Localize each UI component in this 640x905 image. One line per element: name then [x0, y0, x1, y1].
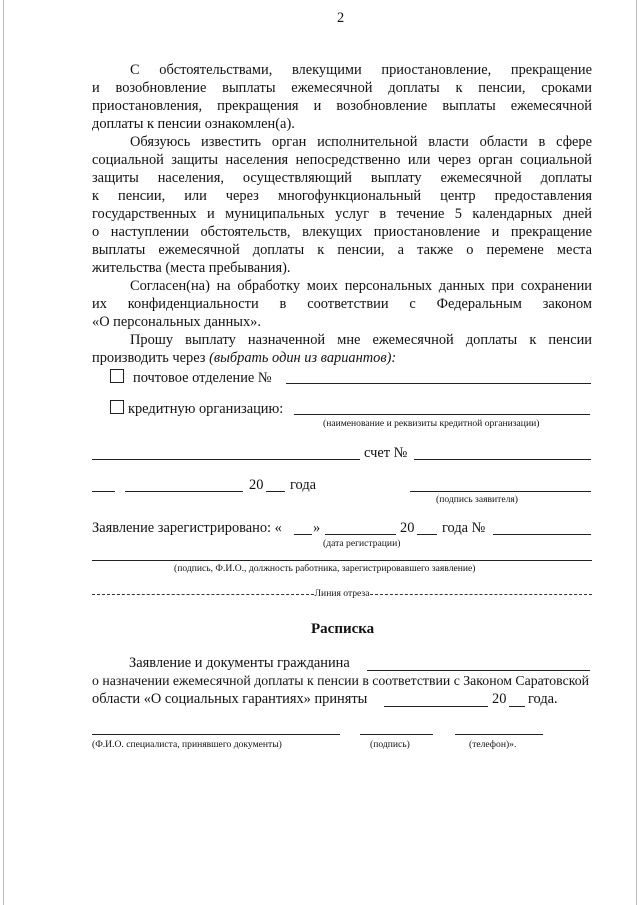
specialist-signature-hint: (подпись): [370, 739, 410, 750]
registration-year-field[interactable]: [417, 534, 437, 535]
credit-org-hint: (наименование и реквизиты кредитной организации): [323, 418, 540, 429]
post-office-label: почтовое отделение №: [133, 370, 272, 386]
registration-year-prefix: 20: [400, 520, 415, 536]
cut-line-label: Линия отреза: [314, 588, 370, 599]
employee-signature-field[interactable]: [92, 560, 592, 561]
applicant-signature-hint: (подпись заявителя): [436, 494, 519, 505]
credit-org-field[interactable]: [294, 414, 590, 415]
citizen-name-field[interactable]: [367, 670, 590, 671]
employee-signature-hint: (подпись, Ф.И.О., должность работника, зарегистрировавшего заявление): [174, 563, 476, 574]
paragraph3-line: их конфиденциальности в соответствии с Федеральным законом: [92, 296, 592, 312]
registration-number-field[interactable]: [493, 534, 591, 535]
applicant-signature-field[interactable]: [410, 491, 591, 492]
paragraph1-line: С обстоятельствами, влекущими приостановление, прекращение: [130, 62, 592, 78]
receipt-date-field[interactable]: [384, 706, 488, 707]
specialist-name-hint: (Ф.И.О. специалиста, принявшего документы): [92, 739, 282, 750]
paragraph2-line: выплаты ежемесячной доплаты к пенсии, а также о перемене места: [92, 242, 592, 258]
cut-line-dashes-left: [92, 594, 314, 595]
receipt-year-suffix: года.: [528, 691, 558, 707]
registration-day-field[interactable]: [294, 534, 312, 535]
paragraph2-line: социальной защиты населения непосредственно или через орган социальной: [92, 152, 592, 168]
receipt-line1: Заявление и документы гражданина: [129, 655, 350, 671]
page-edge-left: [3, 0, 4, 905]
month-field[interactable]: [125, 491, 243, 492]
paragraph2-line: к пенсии, или через многофункциональный центр предоставления: [92, 188, 592, 204]
receipt-title: Расписка: [311, 621, 375, 637]
receipt-year-prefix: 20: [492, 691, 507, 707]
year-field[interactable]: [266, 491, 285, 492]
year-prefix: 20: [249, 477, 264, 493]
paragraph3-line: «О персональных данных».: [92, 314, 261, 330]
cut-line-dashes-right: [370, 594, 592, 595]
registration-year-suffix: года №: [442, 520, 486, 536]
paragraph2-line: жительства (места пребывания).: [92, 260, 291, 276]
cut-line: [92, 588, 592, 599]
page-edge-right: [636, 0, 637, 905]
registration-label: Заявление зарегистрировано: «: [92, 520, 282, 536]
paragraph3-line: Согласен(на) на обработку моих персональных данных при сохранении: [130, 278, 592, 294]
registration-month-field[interactable]: [325, 534, 396, 535]
credit-org-checkbox[interactable]: [110, 400, 124, 414]
paragraph4-line: [92, 349, 396, 367]
credit-org-label: кредитную организацию:: [128, 401, 284, 417]
specialist-phone-field[interactable]: [455, 734, 543, 735]
paragraph2-line: государственных и муниципальных услуг в течение 5 календарных дней: [92, 206, 592, 222]
account-label: счет №: [364, 445, 408, 461]
paragraph4-line: Прошу выплату назначенной мне ежемесячной доплаты к пенсии: [130, 332, 592, 348]
paragraph1-line: приостановления, прекращения и возобновление выплаты ежемесячной: [92, 98, 592, 114]
account-number-field[interactable]: [414, 459, 591, 460]
specialist-signature-field[interactable]: [360, 734, 433, 735]
paragraph2-line: Обязуюсь известить орган исполнительной власти области в сфере: [130, 134, 592, 150]
specialist-name-field[interactable]: [92, 734, 340, 735]
day-field[interactable]: [92, 491, 115, 492]
receipt-year-field[interactable]: [509, 706, 525, 707]
post-office-number-field[interactable]: [286, 383, 591, 384]
paragraph1-line: и возобновление выплаты ежемесячной доплаты к пенсии, сроками: [92, 80, 592, 96]
account-extra-field[interactable]: [92, 459, 360, 460]
year-suffix: года: [290, 477, 317, 493]
paragraph1-line: доплаты к пенсии ознакомлен(а).: [92, 116, 295, 132]
paragraph4-prefix: производить через: [92, 350, 206, 366]
paragraph4-choice-hint: (выбрать один из вариантов):: [209, 350, 397, 366]
registration-quote-close: »: [313, 520, 321, 536]
receipt-line2: о назначении ежемесячной доплаты к пенсии в соответствии с Законом Саратовской: [92, 673, 589, 688]
specialist-phone-hint: (телефон)».: [469, 739, 517, 750]
receipt-line3-prefix: области «О социальных гарантиях» приняты: [92, 691, 368, 707]
page-number: 2: [337, 10, 345, 26]
registration-date-hint: (дата регистрации): [323, 538, 401, 549]
paragraph2-line: о наступлении обстоятельств, влекущих приостановление и прекращение: [92, 224, 592, 240]
post-office-checkbox[interactable]: [110, 369, 124, 383]
paragraph2-line: защиты населения, осуществляющий выплату ежемесячной доплаты: [92, 170, 592, 186]
